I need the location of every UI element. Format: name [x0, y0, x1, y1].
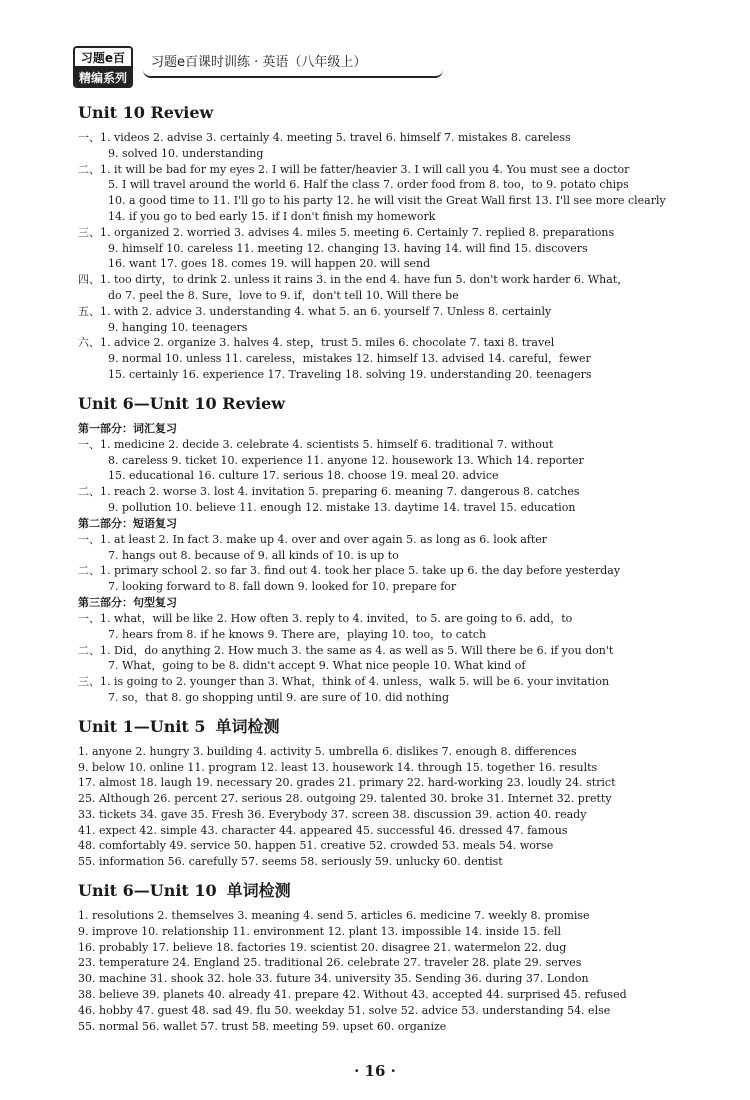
- answer-line: 14. if you go to bed early 15. if I don't finish my homework: [108, 209, 436, 223]
- answer-line: 三、1. organized 2. worried 3. advises 4. miles 5. meeting 6. Certainly 7. replied 8. preparations: [78, 225, 615, 239]
- answer-line: 9. himself 10. careless 11. meeting 12. changing 13. having 14. will find 15. discovers: [108, 241, 588, 255]
- answer-line: 1. resolutions 2. themselves 3. meaning 4. send 5. articles 6. medicine 7. weekly 8. promise: [78, 909, 590, 923]
- answer-line: 9. improve 10. relationship 11. environment 12. plant 13. impossible 14. inside 15. fell: [78, 924, 562, 938]
- answer-line: 23. temperature 24. England 25. traditional 26. celebrate 27. traveler 28. plate 29. serves: [78, 956, 582, 970]
- page-number: · 16 ·: [354, 1062, 396, 1080]
- answer-line: 48. comfortably 49. service 50. happen 51. creative 52. crowded 53. meals 54. worse: [78, 839, 554, 853]
- section-title-unit6-10-words: [78, 880, 718, 902]
- answer-key: [78, 102, 718, 1034]
- section-title-unit10-review: Unit 10 Review: [78, 103, 214, 122]
- answer-line: 五、1. with 2. advice 3. understanding 4. what 5. an 6. yourself 7. Unless 8. certainly: [78, 304, 552, 318]
- answer-line: 25. Although 26. percent 27. serious 28. outgoing 29. talented 30. broke 31. Internet 32. pretty: [78, 792, 612, 806]
- answer-line: 二、1. Did，do anything 2. How much 3. the same as 4. as well as 5. Will there be 6. if you don't: [78, 643, 614, 657]
- answer-line: 38. believe 39. planets 40. already 41. prepare 42. Without 43. accepted 44. surprised 45. refused: [78, 988, 627, 1002]
- answer-line: 7. hears from 8. if he knows 9. There are，playing 10. too，to catch: [108, 627, 487, 641]
- answer-line: 9. pollution 10. believe 11. enough 12. mistake 13. daytime 14. travel 15. education: [108, 500, 576, 514]
- answer-line: 7. What，going to be 8. didn't accept 9. What nice people 10. What kind of: [108, 659, 526, 673]
- answer-line: 16. probably 17. believe 18. factories 19. scientist 20. disagree 21. watermelon 22. dug: [78, 940, 567, 954]
- answer-line: 7. looking forward to 8. fall down 9. looked for 10. prepare for: [108, 580, 457, 594]
- answer-line: 9. solved 10. understanding: [108, 146, 264, 160]
- answer-line: 46. hobby 47. guest 48. sad 49. flu 50. weekday 51. solve 52. advice 53. understanding 54. else: [78, 1003, 611, 1017]
- answer-line: 一、1. what，will be like 2. How often 3. reply to 4. invited，to 5. are going to 6. add，to: [78, 611, 573, 625]
- answer-line: do 7. peel the 8. Sure，love to 9. if，don't tell 10. Will there be: [108, 288, 459, 302]
- answer-line: 55. normal 56. wallet 57. trust 58. meeting 59. upset 60. organize: [78, 1019, 447, 1033]
- answer-line: 一、1. medicine 2. decide 3. celebrate 4. scientists 5. himself 6. traditional 7. without: [78, 437, 554, 451]
- answer-line: 15. educational 16. culture 17. serious 18. choose 19. meal 20. advice: [108, 469, 499, 483]
- answer-line: 5. I will travel around the world 6. Half the class 7. order food from 8. too，to 9. potato chips: [108, 178, 629, 192]
- answer-line: 9. hanging 10. teenagers: [108, 320, 248, 334]
- book-title: 习题e百课时训练 · 英语（八年级上）: [143, 52, 443, 78]
- logo-top-text: 习题e百: [75, 48, 131, 68]
- section-title-text: Unit 1—Unit 5: [78, 716, 206, 736]
- answer-line: 10. a good time to 11. I'll go to his party 12. he will visit the Great Wall first 13. I'll see more clearly: [108, 194, 666, 208]
- answer-line: 7. hangs out 8. because of 9. all kinds of 10. is up to: [108, 548, 399, 562]
- section-title-zh: 单词检测: [215, 716, 280, 736]
- answer-line: 15. certainly 16. experience 17. Traveling 18. solving 19. understanding 20. teenagers: [108, 367, 592, 381]
- answer-line: 33. tickets 34. gave 35. Fresh 36. Everybody 37. screen 38. discussion 39. action 40. ready: [78, 807, 587, 821]
- answer-line: 41. expect 42. simple 43. character 44. appeared 45. successful 46. dressed 47. famous: [78, 823, 568, 837]
- answer-line: 六、1. advice 2. organize 3. halves 4. step，trust 5. miles 6. chocolate 7. taxi 8. travel: [78, 336, 555, 350]
- answer-line: 30. machine 31. shook 32. hole 33. future 34. university 35. Sending 36. during 37. London: [78, 972, 589, 986]
- answer-line: 二、1. primary school 2. so far 3. find out 4. took her place 5. take up 6. the day before yesterday: [78, 564, 621, 578]
- answer-line: 二、1. reach 2. worse 3. lost 4. invitation 5. preparing 6. meaning 7. dangerous 8. catches: [78, 485, 580, 499]
- answer-line: 二、1. it will be bad for my eyes 2. I will be fatter/heavier 3. I will call you 4. You must see a doctor: [78, 162, 630, 176]
- section-title-unit6-10-review: Unit 6—Unit 10 Review: [78, 393, 286, 413]
- section-title-unit1-5-words: [78, 716, 718, 738]
- answer-line: 17. almost 18. laugh 19. necessary 20. grades 21. primary 22. hard-working 23. loudly 24. strict: [78, 776, 616, 790]
- part-heading: 第一部分：词汇复习: [78, 421, 177, 435]
- part-heading: 第二部分：短语复习: [78, 516, 177, 530]
- section-title-text: Unit 6—Unit 10: [78, 881, 217, 901]
- answer-line: 9. below 10. online 11. program 12. least 13. housework 14. through 15. together 16. results: [78, 760, 598, 774]
- page-header: [73, 46, 673, 88]
- answer-line: 9. normal 10. unless 11. careless，mistakes 12. himself 13. advised 14. careful，fewer: [108, 352, 591, 366]
- series-logo: [73, 46, 133, 88]
- answer-line: 四、1. too dirty，to drink 2. unless it rains 3. in the end 4. have fun 5. don't work harder 6. What，: [78, 273, 629, 287]
- logo-bottom-text: 精编系列: [75, 68, 131, 88]
- answer-line: 一、1. at least 2. In fact 3. make up 4. over and over again 5. as long as 6. look after: [78, 532, 548, 546]
- answer-line: 7. so，that 8. go shopping until 9. are sure of 10. did nothing: [108, 690, 450, 704]
- answer-line: 三、1. is going to 2. younger than 3. What，think of 4. unless，walk 5. will be 6. your invitation: [78, 675, 610, 689]
- section-title-zh: 单词检测: [226, 881, 291, 901]
- answer-line: 16. want 17. goes 18. comes 19. will happen 20. will send: [108, 257, 431, 271]
- answer-line: 8. careless 9. ticket 10. experience 11. anyone 12. housework 13. Which 14. reporter: [108, 453, 584, 467]
- answer-line: 55. information 56. carefully 57. seems 58. seriously 59. unlucky 60. dentist: [78, 855, 503, 869]
- part-heading: 第三部分：句型复习: [78, 595, 177, 609]
- answer-line: 一、1. videos 2. advise 3. certainly 4. meeting 5. travel 6. himself 7. mistakes 8. careless: [78, 131, 571, 144]
- answer-line: 1. anyone 2. hungry 3. building 4. activity 5. umbrella 6. dislikes 7. enough 8. differences: [78, 744, 577, 758]
